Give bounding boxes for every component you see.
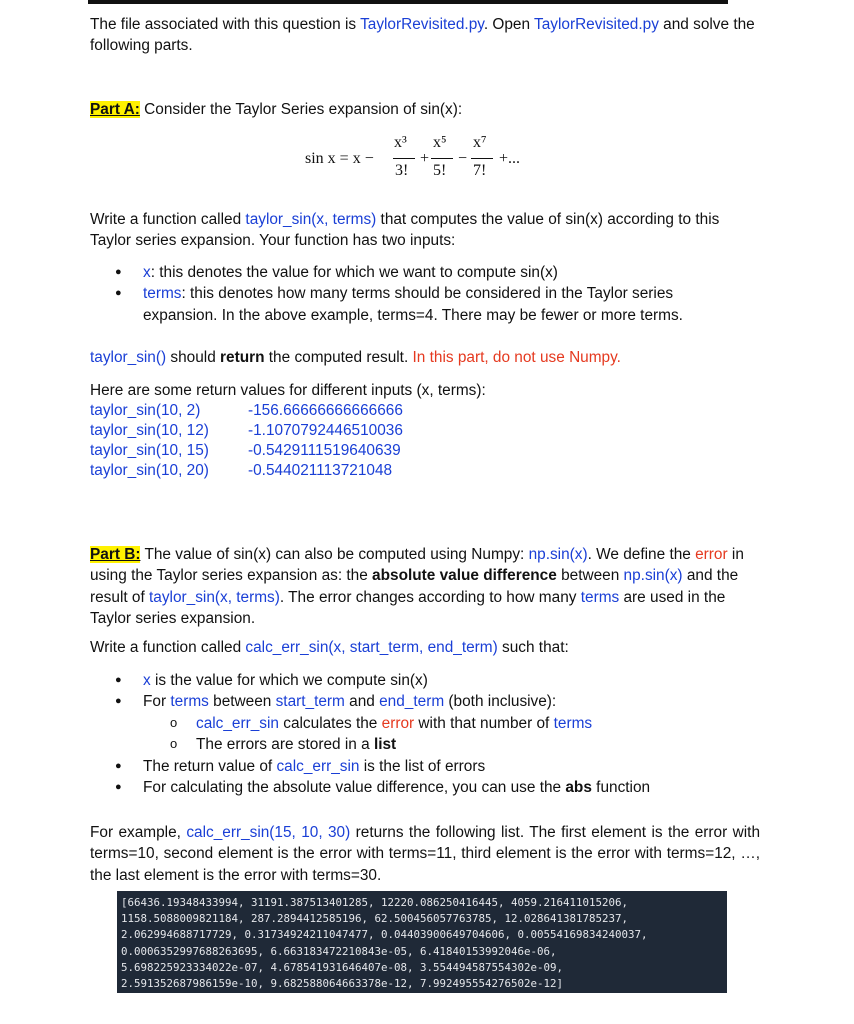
calc-err-intro: Write a function called calc_err_sin(x, start_term, end_term) such that: xyxy=(90,639,569,656)
no-numpy-note: In this part, do not use Numpy. xyxy=(412,349,621,366)
part-a-heading: Part A: Consider the Taylor Series expansion of sin(x): xyxy=(90,101,463,118)
part-b-list xyxy=(143,670,743,713)
return-paragraph: taylor_sin() should return the computed result. In this part, do not use Numpy. xyxy=(90,349,621,366)
example-row: taylor_sin(10, 20) -0.544021113721048 xyxy=(90,462,393,479)
part-b-label: Part B: xyxy=(90,546,141,563)
intro-paragraph: The file associated with this question is TaylorRevisited.py. Open TaylorRevisited.py and solve the following parts. xyxy=(90,16,755,55)
input-terms-item: ● terms: this denotes how many terms should be considered in the Taylor series expansion. In the above example, terms=4. There may be fewer or more terms. xyxy=(143,283,743,326)
examples-intro: Here are some return values for different inputs (x, terms): xyxy=(90,382,486,399)
output-code-block: [66436.19348433994, 31191.387513401285, 12220.086250416445, 4059.216411015206, 1158.5088009821184, 287.2894412585196, 62.500456057763785, 12.028641381785237, 2.062994688717729, 0.31734924211047477, 0.04403900649704606, 0.00554169834240037, 0.0006352997688263695, 6.663183472210843e-05, 6.41840153992046e-06, 5.698225923334022e-07, 4.678541931646407e-08, 3.554494587554302e-09, 2.591352687986159e-10, 9.682588064663378e-12, 7.992495554276502e-12] xyxy=(117,891,727,993)
sublist-item: o calc_err_sin calculates the error with that number of terms xyxy=(196,713,736,734)
example-row: taylor_sin(10, 15) -0.5429111519640639 xyxy=(90,442,401,459)
part-b-intro: Part B: The value of sin(x) can also be computed using Numpy: np.sin(x). We define the error in using the Taylor series expansion as: the absolute value difference between np.sin(x) and the result of taylor_sin(x, terms). The error changes according to how many terms are used in the Taylor series expansion. xyxy=(90,546,744,627)
part-a-label: Part A: xyxy=(90,101,140,118)
examples-table xyxy=(90,401,403,481)
list-item: ● For calculating the absolute value difference, you can use the abs function xyxy=(143,777,743,798)
example-row: taylor_sin(10, 12) -1.1070792446510036 xyxy=(90,422,403,439)
file-link-2: TaylorRevisited.py xyxy=(534,16,659,33)
taylor-sin-fn: taylor_sin(x, terms) xyxy=(245,211,377,228)
input-x-item: ● x: this denotes the value for which we want to compute sin(x) xyxy=(143,262,743,283)
calc-err-fn: calc_err_sin(x, start_term, end_term) xyxy=(245,639,498,656)
sublist-item: o The errors are stored in a list xyxy=(196,734,736,755)
part-a-inputs-list xyxy=(143,262,743,326)
list-item: ● x is the value for which we compute sin(x) xyxy=(143,670,743,691)
example-paragraph: For example, calc_err_sin(15, 10, 30) returns the following list. The first element is the error with terms=10, second element is the error with terms=11, third element is the error with terms=12, …, the last element is the error with terms=30. xyxy=(90,824,760,884)
list-item: ● For terms between start_term and end_term (both inclusive): xyxy=(143,691,743,712)
example-row: taylor_sin(10, 2) -156.66666666666666 xyxy=(90,402,403,419)
file-link: TaylorRevisited.py xyxy=(360,16,484,33)
taylor-formula: sin x = x − x³ 3! + x⁵ 5! − x⁷ 7! +... xyxy=(305,134,521,179)
list-item: ● The return value of calc_err_sin is the list of errors xyxy=(143,756,743,777)
part-b-list-2 xyxy=(143,756,743,799)
part-a-description: Write a function called taylor_sin(x, terms) that computes the value of sin(x) according to this Taylor series expansion. Your function has two inputs: xyxy=(90,211,720,250)
top-rule xyxy=(88,0,728,4)
part-b-sublist xyxy=(196,713,736,756)
